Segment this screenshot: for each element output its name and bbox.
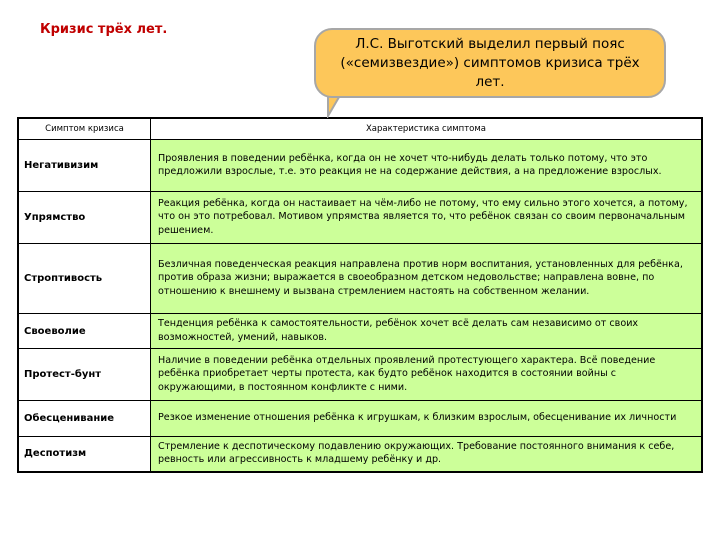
table-row [18, 314, 702, 349]
symptom-description: Стремление к деспотическому подавлению окружающих. Требование постоянного внимания к себе, ревность или агрессивность к младшему ребёнку и др. [151, 437, 703, 472]
table-row [18, 437, 702, 472]
symptom-name: Деспотизм [18, 437, 151, 472]
column-header-characteristic: Характеристика симптома [151, 118, 703, 140]
symptom-description: Резкое изменение отношения ребёнка к игрушкам, к близким взрослым, обесценивание их личности [151, 401, 703, 437]
slide-title: Кризис трёх лет. [40, 22, 168, 37]
symptom-name: Негативизим [18, 140, 151, 192]
table-row [18, 349, 702, 401]
symptom-name: Протест-бунт [18, 349, 151, 401]
symptom-description: Проявления в поведении ребёнка, когда он не хочет что-нибудь делать только потому, что это предложили взрослые, т.е. это реакция не на содержание действия, а на предложение взрослых. [151, 140, 703, 192]
symptom-name: Обесценивание [18, 401, 151, 437]
table-row [18, 401, 702, 437]
table-row [18, 244, 702, 314]
symptom-name: Своеволие [18, 314, 151, 349]
column-header-symptom: Симптом кризиса [18, 118, 151, 140]
symptoms-table [17, 117, 703, 473]
symptom-name: Упрямство [18, 192, 151, 244]
table-row [18, 192, 702, 244]
symptom-description: Реакция ребёнка, когда он настаивает на чём-либо не потому, что ему сильно этого хочется, а потому, что он это потребовал. Мотивом упрямства является то, что ребёнок связан со своим первоначальным решением. [151, 192, 703, 244]
symptom-description: Тенденция ребёнка к самостоятельности, ребёнок хочет всё делать сам независимо от своих возможностей, умений, навыков. [151, 314, 703, 349]
symptom-description: Наличие в поведении ребёнка отдельных проявлений протестующего характера. Всё поведение ребёнка приобретает черты протеста, как будто ребёнок находится в состоянии войны с окружающими, в постоянном конфликте с ними. [151, 349, 703, 401]
symptom-description: Безличная поведенческая реакция направлена против норм воспитания, установленных для ребёнка, против образа жизни; выражается в своеобразном детском недовольстве; направлена вовне, по отношению к внешнему и вызвана стремлением настоять на собственном желании. [151, 244, 703, 314]
callout-text: Л.С. Выготский выделил первый пояс («семизвездие») симптомов кризиса трёх лет. [340, 35, 640, 90]
table-header-row [18, 118, 702, 140]
callout-bubble [314, 28, 666, 98]
table-row [18, 140, 702, 192]
symptom-name: Строптивость [18, 244, 151, 314]
